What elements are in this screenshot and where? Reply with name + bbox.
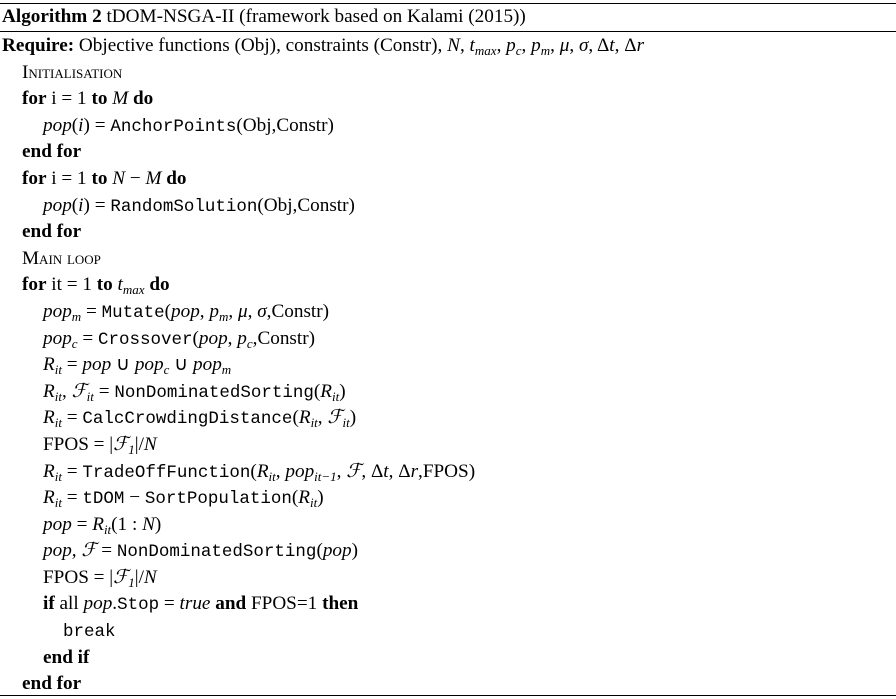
text: , <box>228 300 238 322</box>
function-name: Mutate <box>101 302 165 323</box>
text: = <box>61 460 83 482</box>
math-symbol: R <box>43 487 55 509</box>
math-symbol: true <box>179 593 211 615</box>
text: |/ <box>134 433 144 455</box>
math-symbol: pop <box>43 327 72 349</box>
algorithm-line <box>0 405 896 432</box>
text: all <box>54 593 84 615</box>
keyword: then <box>322 593 359 615</box>
algorithm-line <box>0 166 896 193</box>
caption-rule <box>0 31 896 32</box>
keyword: for <box>22 88 47 110</box>
text: , <box>521 35 532 56</box>
text: − <box>124 487 145 509</box>
math-symbol: R <box>43 380 55 402</box>
subscript: it <box>310 415 318 431</box>
section-heading: Initialisation <box>22 61 123 83</box>
algorithm-line <box>0 352 896 379</box>
algorithm-line <box>0 299 896 326</box>
math-symbol: r <box>410 460 419 482</box>
subscript: it <box>54 468 62 484</box>
math-symbol: R <box>298 487 310 509</box>
text: , <box>199 300 210 322</box>
function-name: Crossover <box>97 329 193 350</box>
subscript: 1 <box>128 574 135 590</box>
text: Objective functions (Obj), constraints (Constr), <box>74 35 448 56</box>
section-heading: Main loop <box>22 247 101 269</box>
text: ) <box>339 380 346 402</box>
math-symbol: N <box>142 513 155 535</box>
algorithm-line <box>0 432 896 459</box>
math-symbol: pop <box>134 354 164 376</box>
algorithm-line <box>0 326 896 353</box>
text: − <box>125 167 146 189</box>
text: ( <box>313 380 321 402</box>
text: = <box>61 487 83 509</box>
text: = <box>159 593 180 615</box>
math-symbol: R <box>43 407 55 429</box>
keyword: end if <box>43 646 90 668</box>
keyword: for <box>22 274 47 296</box>
math-symbol: ℱ <box>113 433 129 455</box>
subscript: m <box>540 43 551 58</box>
subscript: it <box>103 521 112 537</box>
algorithm-line <box>0 272 896 299</box>
text: , <box>569 35 579 56</box>
text: ,Constr) <box>252 327 315 349</box>
algorithm-line <box>0 671 896 698</box>
algorithm-line <box>0 139 896 166</box>
algorithm-line <box>0 219 896 246</box>
function-name: RandomSolution <box>110 196 258 217</box>
text: = <box>81 300 102 322</box>
math-symbol: i <box>78 114 84 136</box>
function-name: TradeOffFunction <box>82 462 251 483</box>
text: ( <box>291 487 299 509</box>
math-symbol: ℱ <box>71 380 87 402</box>
subscript: it <box>331 388 340 404</box>
math-symbol: M <box>145 167 162 189</box>
subscript: c <box>246 335 253 351</box>
text: = <box>61 407 83 429</box>
text: ) <box>351 540 358 562</box>
math-symbol: σ <box>257 300 267 322</box>
math-symbol: t <box>469 35 475 56</box>
keyword: end for <box>22 221 82 243</box>
text: it = 1 <box>46 274 97 296</box>
subscript: it−1 <box>314 468 337 484</box>
algorithm-line <box>0 246 896 273</box>
text: ,FPOS) <box>418 460 476 482</box>
subscript: it <box>86 388 94 404</box>
math-symbol: pop <box>322 540 352 562</box>
algorithm-line <box>0 485 896 512</box>
text: , <box>496 35 507 56</box>
subscript: 1 <box>128 441 135 457</box>
algorithm-line <box>0 379 896 406</box>
math-symbol: pop <box>171 300 200 322</box>
subscript: max <box>474 43 497 58</box>
text: , Δ <box>388 460 411 482</box>
text: ( <box>71 194 79 216</box>
math-symbol: ℱ <box>327 407 343 429</box>
keyword: and <box>215 593 247 615</box>
keyword: to <box>91 167 108 189</box>
text: (Obj,Constr) <box>236 114 334 136</box>
math-symbol: R <box>298 407 311 429</box>
algorithm-line <box>0 33 896 60</box>
text: FPOS = | <box>43 433 114 455</box>
text: ( <box>71 114 79 136</box>
text: ∪ <box>111 354 135 376</box>
subscript: it <box>54 388 62 404</box>
text: ,Constr) <box>266 300 330 322</box>
text: |/ <box>134 566 144 588</box>
algorithm-line <box>0 618 896 645</box>
function-name: Stop <box>117 595 160 616</box>
text: i = 1 <box>46 167 92 189</box>
function-name: SortPopulation <box>144 489 292 510</box>
math-symbol: pop <box>83 593 113 615</box>
math-symbol: N <box>143 433 157 455</box>
math-symbol: pop <box>43 300 72 322</box>
text: , <box>227 327 238 349</box>
keyword: if <box>43 593 55 615</box>
math-symbol: R <box>43 354 55 376</box>
algorithm-label: Algorithm 2 <box>2 6 102 27</box>
algorithm-line <box>0 86 896 113</box>
math-symbol: t <box>117 274 123 296</box>
math-symbol: N <box>143 566 157 588</box>
algorithm-line <box>0 565 896 592</box>
text: FPOS = | <box>43 566 114 588</box>
text: , Δ <box>614 35 637 56</box>
text: = <box>96 540 117 562</box>
text: ) <box>317 487 324 509</box>
subscript: m <box>218 308 229 324</box>
text: (Obj,Constr) <box>257 194 355 216</box>
math-symbol: M <box>112 88 129 110</box>
text: = <box>61 354 83 376</box>
math-symbol: pop <box>43 540 72 562</box>
text: (1 : <box>111 513 143 535</box>
subscript: it <box>54 362 62 378</box>
text: = <box>93 380 115 402</box>
algorithm-line <box>0 645 896 672</box>
math-symbol: μ <box>237 300 248 322</box>
bottom-rule <box>0 695 896 696</box>
algorithm-line <box>0 459 896 486</box>
math-symbol: p <box>237 327 247 349</box>
text: ) <box>349 407 357 429</box>
subscript: it <box>309 495 318 511</box>
text: , <box>459 35 470 56</box>
text: , <box>336 460 347 482</box>
text: , <box>275 460 286 482</box>
math-symbol: ℱ <box>113 566 129 588</box>
subscript: it <box>54 495 62 511</box>
math-symbol: p <box>531 35 541 56</box>
math-symbol: N <box>112 167 126 189</box>
math-symbol: R <box>43 460 55 482</box>
math-symbol: ℱ <box>81 540 97 562</box>
keyword: to <box>91 88 108 110</box>
subscript: it <box>268 468 276 484</box>
text: , Δ <box>361 460 384 482</box>
keyword: end for <box>22 141 82 163</box>
keyword: do <box>133 88 154 110</box>
text: ) <box>154 513 162 535</box>
text: ( <box>316 540 323 562</box>
math-symbol: p <box>506 35 516 56</box>
math-symbol: pop <box>193 354 222 376</box>
text: ( <box>250 460 257 482</box>
math-symbol: R <box>320 380 332 402</box>
subscript: it <box>54 415 62 431</box>
subscript: c <box>515 43 522 58</box>
text: = <box>71 513 93 535</box>
math-symbol: r <box>636 35 645 56</box>
math-symbol: N <box>447 35 460 56</box>
math-symbol: pop <box>43 194 72 216</box>
function-name: AnchorPoints <box>110 116 237 137</box>
math-symbol: pop <box>285 460 315 482</box>
subscript: it <box>342 415 350 431</box>
math-symbol: p <box>209 300 219 322</box>
math-symbol: pop <box>82 354 112 376</box>
keyword: for <box>22 167 47 189</box>
math-symbol: t <box>383 460 389 482</box>
keyword: do <box>149 274 170 296</box>
math-symbol: R <box>256 460 269 482</box>
text: , <box>247 300 258 322</box>
keyword: Require: <box>2 35 75 56</box>
text: ( <box>192 327 199 349</box>
math-symbol: μ <box>559 35 570 56</box>
function-name: CalcCrowdingDistance <box>82 409 293 430</box>
algorithm-line <box>0 512 896 539</box>
math-symbol: ℱ <box>346 460 362 482</box>
text: . <box>112 593 118 615</box>
text: , <box>71 540 82 562</box>
math-symbol: R <box>92 513 104 535</box>
algorithm-line <box>0 60 896 87</box>
math-symbol: pop <box>43 513 72 535</box>
algorithm-line <box>0 538 896 565</box>
keyword: end for <box>22 673 82 695</box>
math-symbol: i <box>78 194 84 216</box>
text: FPOS=1 <box>246 593 323 615</box>
algorithm-title: tDOM-NSGA-II (framework based on Kalami (2015)) <box>106 6 526 27</box>
keyword: to <box>96 274 113 296</box>
algorithm-line <box>0 193 896 220</box>
text: , <box>317 407 328 429</box>
subscript: c <box>163 362 170 378</box>
math-symbol: pop <box>43 114 72 136</box>
text: ∪ <box>169 354 194 376</box>
algorithm-body <box>0 33 896 698</box>
math-symbol: t <box>609 35 615 56</box>
keyword: do <box>166 167 187 189</box>
top-rule <box>0 3 896 4</box>
subscript: c <box>71 335 78 351</box>
subscript: m <box>71 308 82 324</box>
function-name: NonDominatedSorting <box>116 542 317 563</box>
function-name: break <box>63 622 116 643</box>
text: ( <box>292 407 299 429</box>
text: ( <box>164 300 171 322</box>
math-symbol: σ <box>578 35 589 56</box>
text: , <box>550 35 560 56</box>
algorithm-line <box>0 591 896 618</box>
text: i = 1 <box>46 88 92 110</box>
text: ) = <box>83 194 111 216</box>
function-name: tDOM <box>82 489 125 510</box>
text: ) = <box>83 114 111 136</box>
text: , <box>61 380 72 402</box>
text: = <box>77 327 98 349</box>
function-name: NonDominatedSorting <box>114 382 314 403</box>
subscript: max <box>122 282 145 298</box>
text: , Δ <box>588 35 610 56</box>
algorithm-caption <box>2 5 526 29</box>
subscript: m <box>221 362 232 378</box>
math-symbol: pop <box>198 327 228 349</box>
algorithm-line <box>0 113 896 140</box>
